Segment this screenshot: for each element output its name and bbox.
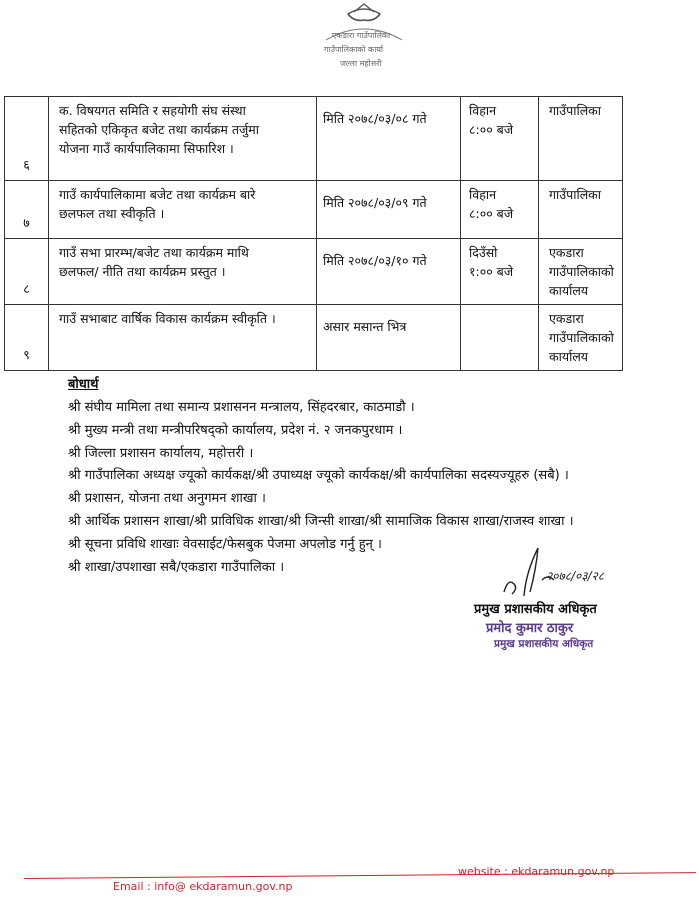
seal-text-line-2: गाउँपालिकाको कार्या <box>324 45 383 54</box>
venue-line: कार्यालय <box>549 349 589 364</box>
time-line: दिउँसो <box>469 245 498 260</box>
signatory-title: प्रमुख प्रशासकीय अधिकृत <box>474 602 597 617</box>
table-row <box>5 181 623 239</box>
bodhartha-title: बोधार्थ <box>68 377 99 392</box>
list-item: श्री शाखा/उपशाखा सबै/एकडारा गाउँपालिका । <box>68 559 285 575</box>
seal-emblem-icon <box>318 0 410 84</box>
footer-email: Email : info@ ekdaramun.gov.np <box>113 880 293 893</box>
row-number: ९ <box>5 305 49 371</box>
time-line: १:०० बजे <box>469 264 514 279</box>
list-item: श्री संघीय मामिला तथा समान्य प्रशासनन मन्त्रालय, सिंहदरबार, काठमाडौ । <box>68 400 415 415</box>
activity-description <box>49 305 317 371</box>
schedule-table <box>4 96 623 371</box>
row-number: ६ <box>5 97 49 181</box>
activity-line: योजना गाउँ कार्यपालिकामा सिफारिश । <box>59 141 234 156</box>
activity-time <box>461 305 539 371</box>
activity-line: गाउँ सभा प्रारम्भ/बजेट तथा कार्यक्रम माथि <box>59 245 249 260</box>
time-line: विहान <box>469 103 497 118</box>
table-row <box>5 305 623 371</box>
activity-line: क. विषयगत समिति र सहयोगी संघ संस्था <box>59 103 246 118</box>
venue-line: गाउँपालिकाको <box>549 330 614 345</box>
seal-text-line-3: जल्ला महोत्तरी <box>340 59 382 68</box>
list-item: श्री गाउँपालिका अध्यक्ष ज्यूको कार्यकक्ष/श्री उपाध्यक्ष ज्यूको कार्यकक्ष/श्री कार्यपालिका सदस्यज्यूहरु (सबै) । <box>68 468 569 484</box>
table-row <box>5 239 623 305</box>
activity-line: छलफल/ नीति तथा कार्यक्रम प्रस्तुत । <box>59 264 226 279</box>
activity-time <box>461 239 539 305</box>
signature-date: २०७८/०३/२८ <box>546 569 605 583</box>
footer-website: website : ekdaramun.gov.np <box>458 865 615 878</box>
municipality-seal <box>318 0 410 84</box>
activity-line: छलफल तथा स्वीकृति । <box>59 206 165 221</box>
signature-scrawl-icon <box>484 540 634 600</box>
activity-description <box>49 97 317 181</box>
activity-date: मिति २०७८/०३/०८ गते <box>317 97 461 181</box>
venue-line: गाउँपालिकाको <box>549 264 614 279</box>
activity-venue <box>539 239 623 305</box>
activity-time <box>461 97 539 181</box>
time-line: विहान <box>469 187 497 202</box>
venue-line: गाउँपालिका <box>549 103 602 118</box>
venue-line: कार्यालय <box>549 283 589 298</box>
stamp-designation: प्रमुख प्रशासकीय अधिकृत <box>494 638 594 650</box>
signature <box>484 540 634 600</box>
time-line: ८:०० बजे <box>469 206 514 221</box>
schedule-body <box>5 97 623 371</box>
venue-line: गाउँपालिका <box>549 187 602 202</box>
activity-date: मिति २०७८/०३/१० गते <box>317 239 461 305</box>
venue-line: एकडारा <box>549 311 584 326</box>
activity-line: गाउँ कार्यपालिकामा बजेट तथा कार्यक्रम बारे <box>59 187 256 202</box>
activity-time <box>461 181 539 239</box>
list-item: श्री जिल्ला प्रशासन कार्यालय, महोत्तरी । <box>68 445 254 461</box>
stamp-name: प्रमोद कुमार ठाकुर <box>486 621 574 636</box>
activity-line: सहितको एकिकृत बजेट तथा कार्यक्रम तर्जुमा <box>59 122 259 137</box>
row-number: ७ <box>5 181 49 239</box>
list-item: श्री प्रशासन, योजना तथा अनुगमन शाखा । <box>68 491 266 507</box>
venue-line: एकडारा <box>549 245 584 260</box>
activity-venue <box>539 305 623 371</box>
activity-line: गाउँ सभाबाट वार्षिक विकास कार्यक्रम स्वीकृति । <box>59 311 276 326</box>
activity-date: मिति २०७८/०३/०९ गते <box>317 181 461 239</box>
activity-venue <box>539 181 623 239</box>
activity-description <box>49 239 317 305</box>
row-number: ८ <box>5 239 49 305</box>
time-line: ८:०० बजे <box>469 122 514 137</box>
seal-text-line-1: एकडारा गाउँपालिका <box>332 31 391 40</box>
list-item: श्री मुख्य मन्त्री तथा मन्त्रीपरिषद्को कार्यालय, प्रदेश नं. २ जनकपुरधाम । <box>68 422 403 438</box>
activity-description <box>49 181 317 239</box>
activity-venue <box>539 97 623 181</box>
activity-date: असार मसान्त भित्र <box>317 305 461 371</box>
table-row <box>5 97 623 181</box>
list-item: श्री आर्थिक प्रशासन शाखा/श्री प्राविधिक शाखा/श्री जिन्सी शाखा/श्री सामाजिक विकास शाखा/राजस्व शाखा । <box>68 513 574 529</box>
list-item: श्री सूचना प्रविधि शाखाः वेवसाईट/फेसबुक पेजमा अपलोड गर्नु हुन् । <box>68 536 382 552</box>
